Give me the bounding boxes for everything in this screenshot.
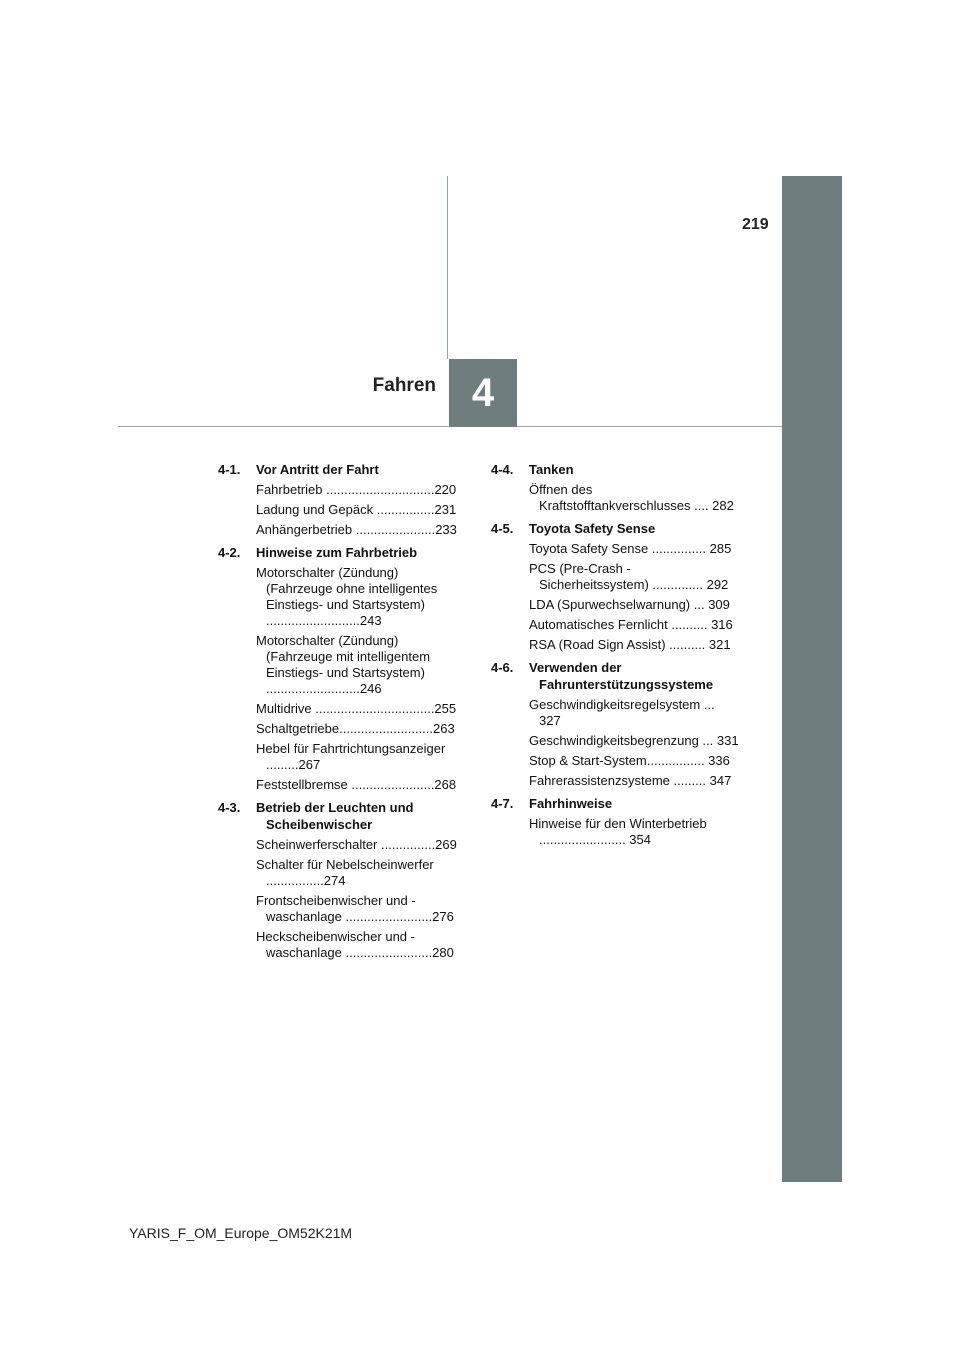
toc-entry[interactable]: Stop & Start-System................ 336 xyxy=(529,753,730,768)
toc-section xyxy=(491,795,739,848)
toc-entry[interactable]: Ladung und Gepäck ................231 xyxy=(256,502,457,517)
section-title: Vor Antritt der Fahrt xyxy=(256,462,379,477)
toc-entry[interactable]: Feststellbremse .......................268 xyxy=(256,777,457,792)
toc-entry[interactable]: Motorschalter (Zündung) (Fahrzeuge ohne intelligentes Einstiegs- und Startsystem) ..........................243 xyxy=(256,565,438,628)
toc-entry[interactable]: RSA (Road Sign Assist) .......... 321 xyxy=(529,637,731,652)
toc-entry[interactable]: Fahrbetrieb ..............................220 xyxy=(256,482,457,497)
toc-section-heading[interactable] xyxy=(218,461,466,478)
section-number: 4-2. xyxy=(218,545,241,560)
toc-entry[interactable]: Scheinwerferschalter ...............269 xyxy=(256,837,457,852)
section-title: Verwenden der Fahrunterstützungssysteme xyxy=(529,660,714,692)
vertical-divider xyxy=(447,176,448,359)
toc-entry[interactable]: Heckscheibenwischer und -waschanlage ........................280 xyxy=(256,929,454,960)
toc-entry[interactable]: Hebel für Fahrtrichtungsanzeiger .........267 xyxy=(256,741,446,772)
toc-entry[interactable]: Anhängerbetrieb ......................233 xyxy=(256,522,457,537)
toc-entry[interactable]: Frontscheibenwischer und -waschanlage ........................276 xyxy=(256,893,454,924)
toc-section xyxy=(491,461,739,514)
toc-right-column xyxy=(491,461,739,854)
toc-entry[interactable]: Schalter für Nebelscheinwerfer ................274 xyxy=(256,857,434,888)
section-title: Fahrhinweise xyxy=(529,796,613,811)
toc-section-heading[interactable] xyxy=(218,799,466,833)
toc-section xyxy=(218,461,466,538)
toc-entry[interactable]: Geschwindigkeitsbegrenzung ... 331 xyxy=(529,733,739,748)
toc-entry[interactable]: Motorschalter (Zündung) (Fahrzeuge mit intelligentem Einstiegs- und Startsystem) ..........................246 xyxy=(256,633,431,696)
section-title: Tanken xyxy=(529,462,574,477)
toc-section-heading[interactable] xyxy=(491,659,739,693)
toc-section-heading[interactable] xyxy=(491,795,739,812)
toc-section-heading[interactable] xyxy=(218,544,466,561)
toc-entry[interactable]: Toyota Safety Sense ............... 285 xyxy=(529,541,732,556)
toc-entry[interactable]: Geschwindigkeitsregelsystem ... 327 xyxy=(529,697,715,728)
chapter-title: Fahren xyxy=(372,375,436,396)
section-title: Toyota Safety Sense xyxy=(529,521,656,536)
section-number: 4-3. xyxy=(218,800,241,815)
toc-section xyxy=(218,544,466,793)
toc-entry[interactable]: PCS (Pre-Crash -Sicherheitssystem) .............. 292 xyxy=(529,561,729,592)
toc-section xyxy=(491,659,739,789)
toc-section xyxy=(218,799,466,961)
toc-entry[interactable]: Schaltgetriebe..........................263 xyxy=(256,721,455,736)
toc-entry[interactable]: Hinweise für den Winterbetrieb ........................ 354 xyxy=(529,816,707,847)
toc-entry[interactable]: Automatisches Fernlicht .......... 316 xyxy=(529,617,733,632)
section-number: 4-5. xyxy=(491,521,514,536)
section-title: Betrieb der Leuchten und Scheibenwischer xyxy=(256,800,414,832)
toc-entry[interactable]: Multidrive .................................255 xyxy=(256,701,457,716)
section-title: Hinweise zum Fahrbetrieb xyxy=(256,545,418,560)
section-number: 4-4. xyxy=(491,462,514,477)
toc-section-heading[interactable] xyxy=(491,461,739,478)
section-number: 4-1. xyxy=(218,462,241,477)
toc-entry[interactable]: Öffnen des Kraftstofftankverschlusses .... 282 xyxy=(529,482,734,513)
toc-entry[interactable]: Fahrerassistenzsysteme ......... 347 xyxy=(529,773,732,788)
toc-section xyxy=(491,520,739,653)
chapter-side-tab xyxy=(782,176,842,1182)
page-number: 219 xyxy=(742,216,769,233)
document-footer: YARIS_F_OM_Europe_OM52K21M xyxy=(129,1225,353,1241)
toc-section-heading[interactable] xyxy=(491,520,739,537)
chapter-number: 4 xyxy=(471,370,495,415)
toc-left-column xyxy=(218,461,466,967)
chapter-number-box xyxy=(449,359,517,427)
section-number: 4-6. xyxy=(491,660,514,675)
section-number: 4-7. xyxy=(491,796,514,811)
toc-entry[interactable]: LDA (Spurwechselwarnung) ... 309 xyxy=(529,597,730,612)
